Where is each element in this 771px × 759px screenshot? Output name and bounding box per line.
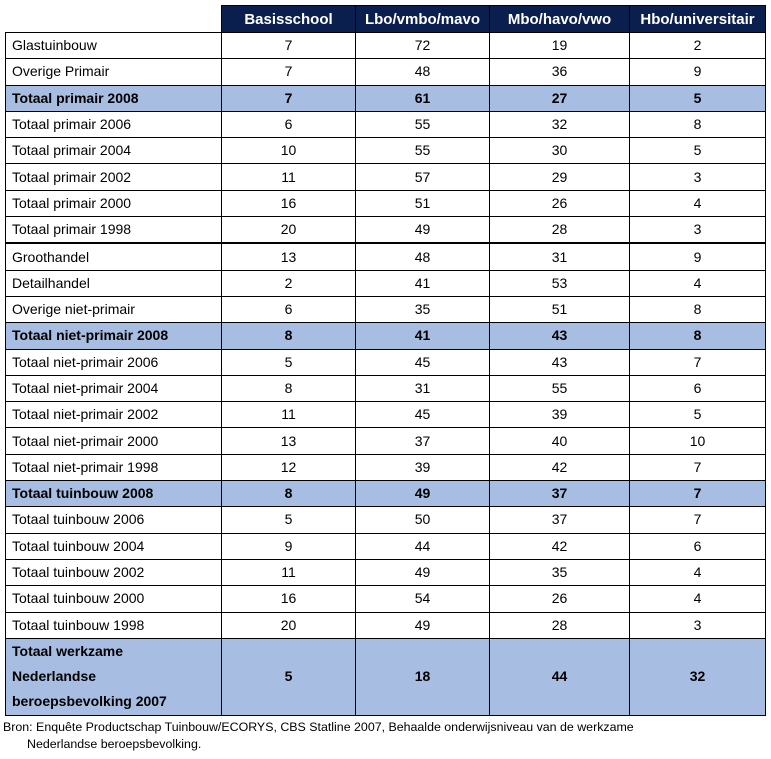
cell-value: 7 — [222, 33, 356, 59]
cell-value: 35 — [490, 559, 630, 585]
cell-value: 18 — [356, 638, 490, 715]
cell-value: 3 — [630, 612, 766, 638]
table-total-row — [6, 638, 766, 715]
cell-value: 31 — [490, 243, 630, 270]
cell-value: 72 — [356, 33, 490, 59]
cell-value: 7 — [630, 454, 766, 480]
cell-value: 2 — [630, 33, 766, 59]
cell-value: 45 — [356, 402, 490, 428]
cell-value: 41 — [356, 270, 490, 296]
header-lbo-vmbo-mavo: Lbo/vmbo/mavo — [356, 6, 490, 33]
cell-value: 42 — [490, 533, 630, 559]
cell-value: 44 — [356, 533, 490, 559]
header-basisschool: Basisschool — [222, 6, 356, 33]
header-hbo-universitair: Hbo/universitair — [630, 6, 766, 33]
header-mbo-havo-vwo: Mbo/havo/vwo — [490, 6, 630, 33]
row-label — [6, 638, 222, 715]
table-body — [6, 33, 766, 716]
row-label: Totaal niet-primair 2006 — [6, 349, 222, 375]
header-row — [6, 6, 766, 33]
cell-value: 28 — [490, 612, 630, 638]
table-row — [6, 586, 766, 612]
cell-value: 20 — [222, 217, 356, 244]
header-corner-cell — [6, 6, 222, 33]
cell-value: 41 — [356, 323, 490, 349]
cell-value: 5 — [222, 349, 356, 375]
row-label: Totaal tuinbouw 2004 — [6, 533, 222, 559]
cell-value: 8 — [630, 296, 766, 322]
cell-value: 30 — [490, 138, 630, 164]
table-row — [6, 375, 766, 401]
cell-value: 45 — [356, 349, 490, 375]
cell-value: 28 — [490, 217, 630, 244]
row-label: Totaal primair 2002 — [6, 164, 222, 190]
cell-value: 48 — [356, 59, 490, 85]
table-total-row — [6, 85, 766, 111]
cell-value: 26 — [490, 190, 630, 216]
row-label: Totaal niet-primair 1998 — [6, 454, 222, 480]
cell-value: 37 — [490, 481, 630, 507]
table-row — [6, 33, 766, 59]
table-row — [6, 559, 766, 585]
cell-value: 3 — [630, 217, 766, 244]
table-total-row — [6, 323, 766, 349]
table-row — [6, 138, 766, 164]
cell-value: 6 — [222, 296, 356, 322]
cell-value: 8 — [222, 375, 356, 401]
row-label: Totaal primair 1998 — [6, 217, 222, 244]
cell-value: 12 — [222, 454, 356, 480]
cell-value: 55 — [356, 111, 490, 137]
cell-value: 16 — [222, 190, 356, 216]
cell-value: 5 — [630, 85, 766, 111]
cell-value: 13 — [222, 243, 356, 270]
table-row — [6, 349, 766, 375]
cell-value: 20 — [222, 612, 356, 638]
cell-value: 6 — [222, 111, 356, 137]
cell-value: 7 — [630, 481, 766, 507]
cell-value: 53 — [490, 270, 630, 296]
cell-value: 9 — [222, 533, 356, 559]
row-label: Glastuinbouw — [6, 33, 222, 59]
cell-value: 8 — [630, 111, 766, 137]
cell-value: 31 — [356, 375, 490, 401]
cell-value: 51 — [490, 296, 630, 322]
cell-value: 3 — [630, 164, 766, 190]
cell-value: 40 — [490, 428, 630, 454]
cell-value: 29 — [490, 164, 630, 190]
cell-value: 27 — [490, 85, 630, 111]
row-label: Totaal primair 2006 — [6, 111, 222, 137]
cell-value: 37 — [356, 428, 490, 454]
cell-value: 37 — [490, 507, 630, 533]
cell-value: 26 — [490, 586, 630, 612]
row-label: Totaal tuinbouw 2008 — [6, 481, 222, 507]
table-row — [6, 217, 766, 244]
row-label: Totaal primair 2000 — [6, 190, 222, 216]
cell-value: 8 — [630, 323, 766, 349]
cell-value: 19 — [490, 33, 630, 59]
cell-value: 49 — [356, 612, 490, 638]
cell-value: 11 — [222, 559, 356, 585]
cell-value: 57 — [356, 164, 490, 190]
cell-value: 32 — [490, 111, 630, 137]
cell-value: 44 — [490, 638, 630, 715]
row-label-line: Nederlandse — [12, 668, 97, 685]
cell-value: 43 — [490, 323, 630, 349]
row-label: Totaal primair 2008 — [6, 85, 222, 111]
row-label: Totaal primair 2004 — [6, 138, 222, 164]
education-level-table — [5, 5, 766, 716]
cell-value: 35 — [356, 296, 490, 322]
cell-value: 8 — [222, 481, 356, 507]
cell-value: 49 — [356, 559, 490, 585]
cell-value: 4 — [630, 586, 766, 612]
cell-value: 8 — [222, 323, 356, 349]
cell-value: 7 — [222, 59, 356, 85]
table-row — [6, 296, 766, 322]
row-label: Overige Primair — [6, 59, 222, 85]
cell-value: 16 — [222, 586, 356, 612]
cell-value: 43 — [490, 349, 630, 375]
cell-value: 7 — [630, 507, 766, 533]
row-label: Totaal tuinbouw 1998 — [6, 612, 222, 638]
table-row — [6, 270, 766, 296]
table-row — [6, 59, 766, 85]
row-label: Detailhandel — [6, 270, 222, 296]
row-label: Totaal niet-primair 2000 — [6, 428, 222, 454]
table-row — [6, 454, 766, 480]
cell-value: 7 — [630, 349, 766, 375]
cell-value: 36 — [490, 59, 630, 85]
cell-value: 54 — [356, 586, 490, 612]
cell-value: 49 — [356, 481, 490, 507]
cell-value: 50 — [356, 507, 490, 533]
cell-value: 61 — [356, 85, 490, 111]
table-row — [6, 402, 766, 428]
cell-value: 48 — [356, 243, 490, 270]
cell-value: 5 — [630, 138, 766, 164]
cell-value: 32 — [630, 638, 766, 715]
cell-value: 5 — [630, 402, 766, 428]
cell-value: 10 — [222, 138, 356, 164]
row-label: Totaal tuinbouw 2006 — [6, 507, 222, 533]
table-row — [6, 533, 766, 559]
cell-value: 5 — [222, 638, 356, 715]
table-row — [6, 507, 766, 533]
cell-value: 9 — [630, 59, 766, 85]
cell-value: 11 — [222, 164, 356, 190]
row-label: Totaal tuinbouw 2000 — [6, 586, 222, 612]
cell-value: 4 — [630, 190, 766, 216]
cell-value: 6 — [630, 375, 766, 401]
cell-value: 5 — [222, 507, 356, 533]
row-label: Totaal niet-primair 2002 — [6, 402, 222, 428]
row-label-line: Totaal werkzame — [12, 643, 124, 660]
cell-value: 10 — [630, 428, 766, 454]
cell-value: 7 — [222, 85, 356, 111]
table-total-row — [6, 481, 766, 507]
source-line-1: Bron: Enquête Productschap Tuinbouw/ECORYS, CBS Statline 2007, Behaalde onderwijsniveau van de werkzame — [3, 720, 634, 734]
cell-value: 55 — [490, 375, 630, 401]
cell-value: 55 — [356, 138, 490, 164]
cell-value: 4 — [630, 270, 766, 296]
cell-value: 6 — [630, 533, 766, 559]
table-row — [6, 190, 766, 216]
row-label: Overige niet-primair — [6, 296, 222, 322]
cell-value: 4 — [630, 559, 766, 585]
row-label-line: beroepsbevolking 2007 — [12, 693, 167, 710]
table-row — [6, 428, 766, 454]
row-label: Groothandel — [6, 243, 222, 270]
row-label: Totaal niet-primair 2008 — [6, 323, 222, 349]
cell-value: 49 — [356, 217, 490, 244]
cell-value: 9 — [630, 243, 766, 270]
source-line-2: Nederlandse beroepsbevolking. — [27, 737, 202, 751]
cell-value: 51 — [356, 190, 490, 216]
table-row — [6, 111, 766, 137]
row-label: Totaal tuinbouw 2002 — [6, 559, 222, 585]
cell-value: 2 — [222, 270, 356, 296]
row-label: Totaal niet-primair 2004 — [6, 375, 222, 401]
table-row — [6, 164, 766, 190]
cell-value: 13 — [222, 428, 356, 454]
table-row — [6, 612, 766, 638]
cell-value: 42 — [490, 454, 630, 480]
source-note — [3, 719, 768, 753]
table-row — [6, 243, 766, 270]
cell-value: 11 — [222, 402, 356, 428]
cell-value: 39 — [490, 402, 630, 428]
cell-value: 39 — [356, 454, 490, 480]
